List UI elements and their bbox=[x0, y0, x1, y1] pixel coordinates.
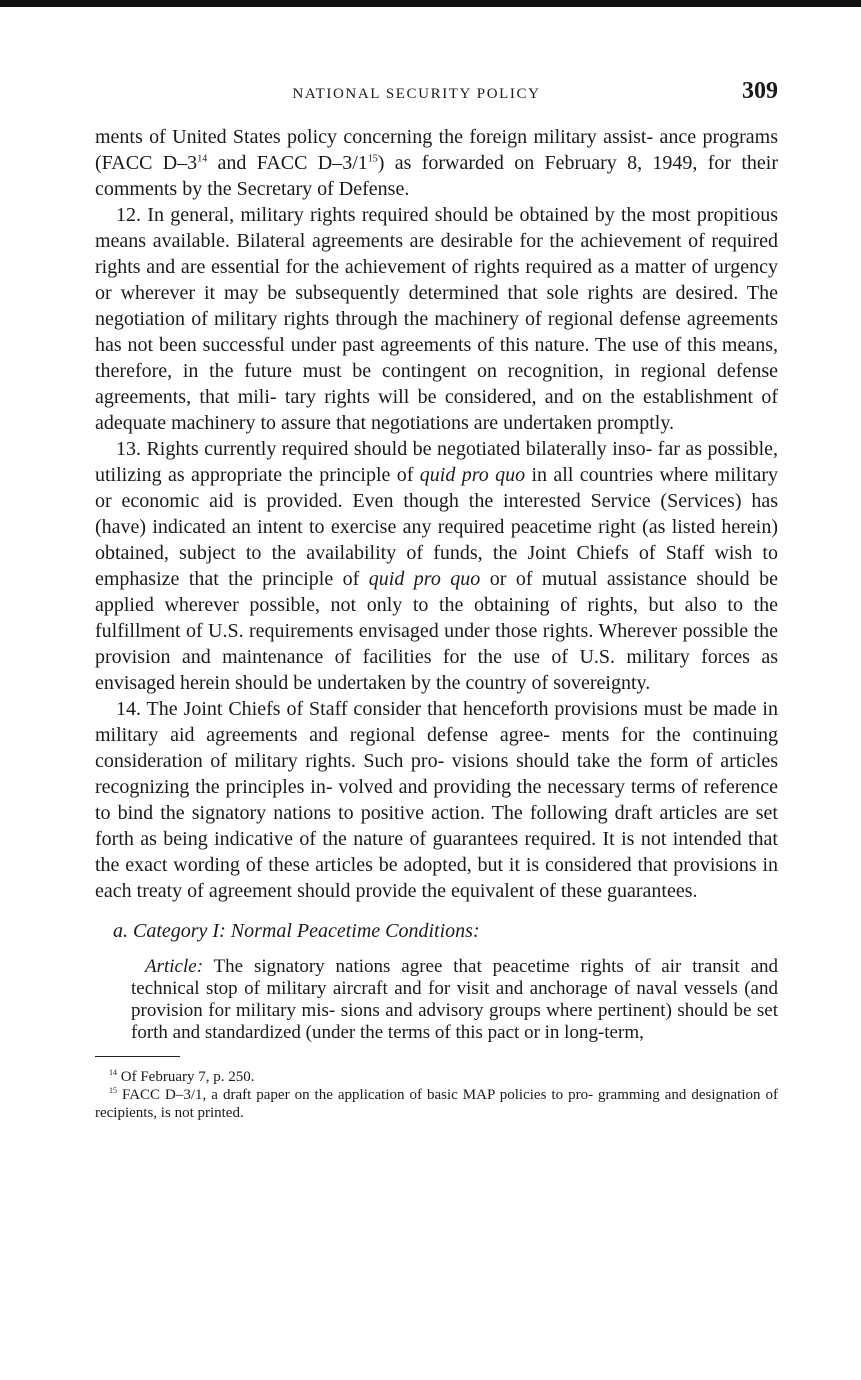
footnote-marker: 15 bbox=[109, 1086, 117, 1095]
page-number: 309 bbox=[742, 78, 778, 104]
article-text: The signatory nations agree that peacetime rights of air transit and technical stop of military aircraft and for visit and anchorage of naval vessels (and provision for military mis- sions and advisory groups where pertinent) should be set forth and standardized (under the terms of this pact or in long-term, bbox=[131, 956, 778, 1043]
running-title: NATIONAL SECURITY POLICY bbox=[292, 86, 541, 102]
paragraph-text: or of mutual assistance should be applied wherever possible, not only to the obtaining of rights, but also to the fulfillment of U.S. requirements envisaged under those rights. Wherever possible the provision and maintenance of facilities for the use of U.S. military forces as envisaged herein should be undertaken by the country of sovereignty. bbox=[95, 568, 778, 694]
category-heading: a. Category I: Normal Peacetime Conditions: bbox=[113, 920, 480, 942]
footnote-separator bbox=[95, 1056, 180, 1057]
footnote-15 bbox=[95, 1086, 778, 1122]
paragraph-text: ) as forwarded on February 8, 1949, for their comments by the Secretary of Defense. bbox=[95, 152, 778, 200]
footnote-text: FACC D–3/1, a draft paper on the application of basic MAP policies to pro- gramming and designation of recipients, is not printed. bbox=[95, 1087, 778, 1121]
footnote-ref-15: 15 bbox=[367, 153, 378, 165]
top-edge-rule bbox=[0, 0, 861, 7]
paragraph-14: 14. The Joint Chiefs of Staff consider that henceforth provisions must be made in military aid agreements and regional defense agree- ments for the continuing consideration of military rights. Such pro- visions should take the form of articles recognizing the principles in- volved and providing the necessary terms of reference to bind the signatory nations to positive action. The following draft articles are set forth as being indicative of the nature of guarantees required. It is not intended that the exact wording of these articles be adopted, but it is considered that provisions in each treaty of agreement should provide the equivalent of these guarantees. bbox=[95, 698, 778, 902]
article-paragraph bbox=[131, 956, 778, 1044]
paragraph-text: in all countries where military or economic aid is provided. Even though the interested Service (Services) has (have) indicated an intent to exercise any required peacetime right (as listed herein) obtained, subject to the availability of funds, the Joint Chiefs of Staff wish to emphasize that the principle of bbox=[95, 464, 778, 590]
article-label: Article: bbox=[145, 956, 204, 977]
latin-term: quid pro quo bbox=[368, 568, 481, 590]
paragraph-text: 13. Rights currently required should be negotiated bilaterally inso- far as possible, utilizing as appropriate the principle of bbox=[95, 438, 778, 486]
paragraph-13 bbox=[95, 436, 778, 696]
body-text bbox=[95, 124, 778, 904]
footnote-ref-14: 14 bbox=[197, 153, 208, 165]
paragraph-text: and FACC D–3/1 bbox=[207, 152, 368, 174]
paragraph-text: ments of United States policy concerning the foreign military assist- ance programs (FACC D–3 bbox=[95, 126, 778, 174]
footnotes bbox=[95, 1068, 778, 1122]
paragraph-12: 12. In general, military rights required should be obtained by the most propitious means available. Bilateral agreements are desirable for the achievement of required rights and are essential for the achievement of rights required as a matter of urgency or wherever it may be subsequently determined that sole rights are desired. The negotiation of military rights through the machinery of regional defense agreements has not been successful under past agreements of this nature. The use of this means, therefore, in the future must be contingent on recognition, in regional defense agreements, that mili- tary rights will be considered, and on the establishment of adequate machinery to assure that negotiations are undertaken promptly. bbox=[95, 204, 778, 434]
document-page bbox=[95, 78, 778, 1122]
paragraph-continuation bbox=[95, 124, 778, 202]
footnote-marker: 14 bbox=[109, 1068, 117, 1077]
latin-term: quid pro quo bbox=[419, 464, 526, 486]
footnote-14 bbox=[95, 1068, 778, 1086]
draft-article bbox=[131, 956, 778, 1044]
footnote-text: Of February 7, p. 250. bbox=[117, 1069, 255, 1085]
running-header bbox=[95, 78, 778, 112]
